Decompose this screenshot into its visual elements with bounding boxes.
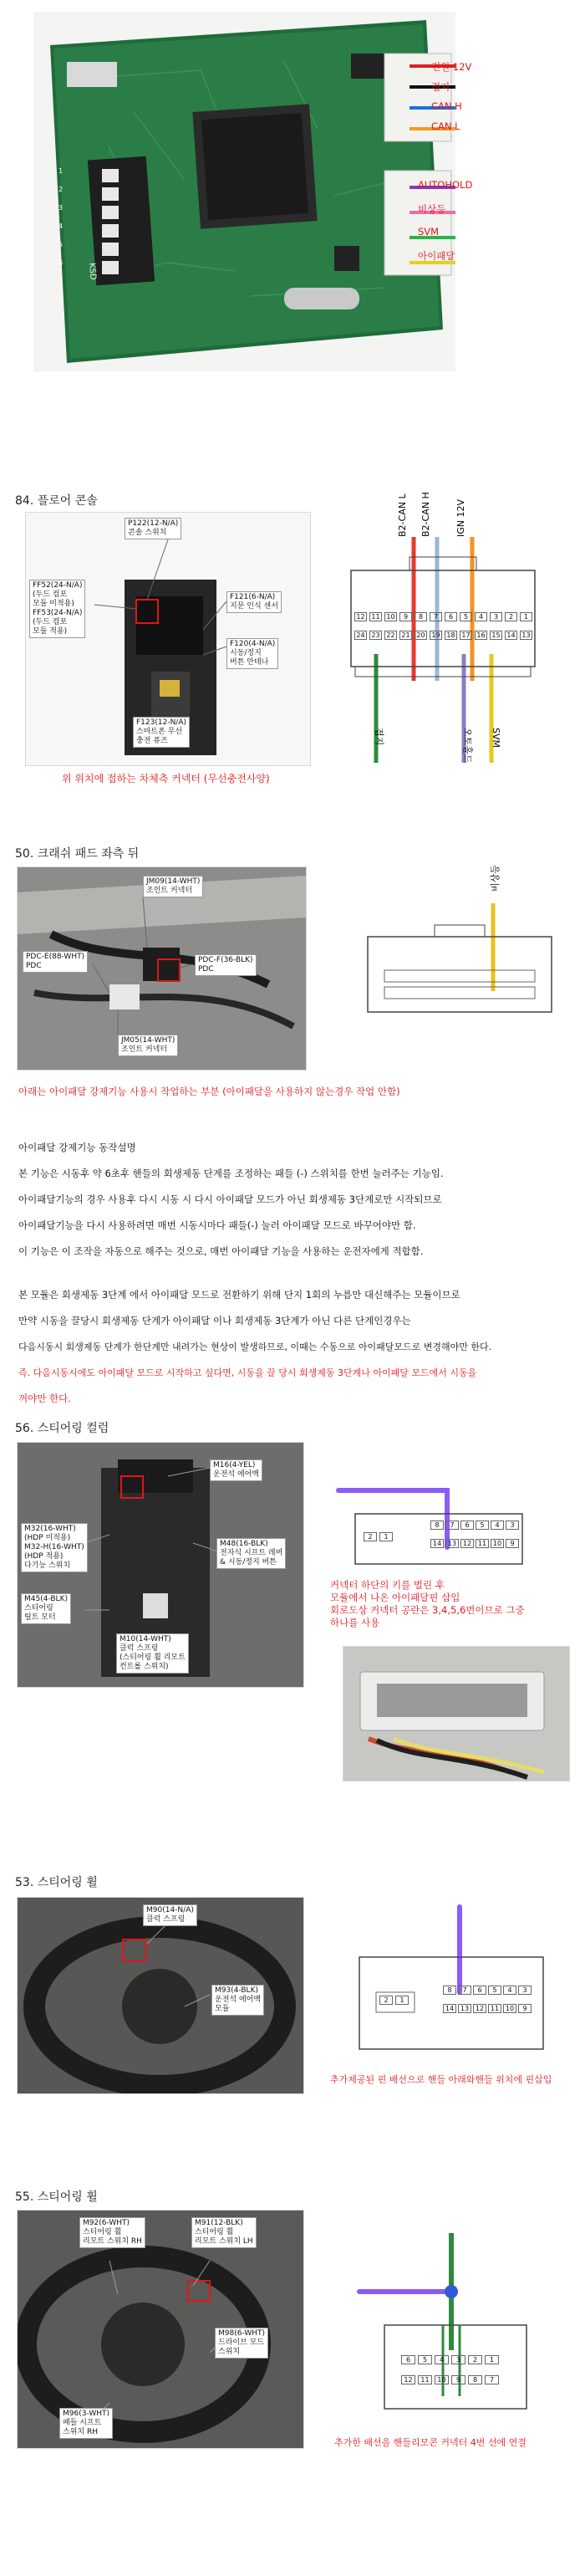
callout-jm05: JM05(14-WHT) 조인트 커넥터 [118, 1035, 178, 1056]
section-50-title: 50. 크래쉬 패드 좌측 뒤 [15, 847, 140, 861]
callout-f120: F120(4-N/A) 시동/정지 버튼 안테나 [226, 638, 278, 669]
callout-jm09: JM09(14-WHT) 조인트 커넥터 [143, 876, 203, 897]
section-53-caption: 추가제공된 핀 배선으로 핸들 아래와핸들 위치에 핀삽입 [330, 2074, 552, 2085]
pin-cell: 7 [430, 612, 442, 621]
dip-number: 2 [58, 186, 64, 193]
pin-cell: 10 [503, 2004, 516, 2013]
pin-cell: 1 [379, 1532, 393, 1541]
pin-label-autohold: AUTOHOLD [418, 179, 473, 191]
pin-cell: 2 [468, 2355, 482, 2364]
pin-cell: 8 [468, 2375, 482, 2384]
desc-warning-1: 즉. 다음시동시에도 아이패달 모드로 시작하고 싶다면, 시동을 끌 당시 회생제동 3단계나 아이패달 모드에서 시동을 [18, 1367, 477, 1378]
steering-column-photo [17, 1442, 304, 1688]
wire-label-svm: SVM [491, 728, 501, 748]
note-line: 회로도상 커넥터 공란은 3,4,5,6번이므로 그중 [330, 1604, 525, 1616]
pin-cell: 8 [415, 612, 427, 621]
dip-number: 3 [58, 204, 64, 212]
pin-cell: 21 [399, 631, 412, 640]
desc-heading: 아이패달 강제기능 동작설명 [18, 1142, 136, 1153]
pin-cell: 18 [445, 631, 457, 640]
pin-55-top [401, 2355, 499, 2364]
pin-cell: 24 [354, 631, 367, 640]
pin-cell: 5 [488, 1986, 501, 1995]
pin-cell: 14 [505, 631, 517, 640]
pin-cell: 9 [518, 2004, 532, 2013]
steering-wheel-photo-1 [17, 1897, 304, 2094]
pin-cell: 7 [445, 1521, 459, 1530]
steering-wheel-photo-2 [17, 2210, 304, 2449]
pin-cell: 4 [435, 2355, 449, 2364]
desc-line-2: 아이패달기능의 경우 사용후 다시 시동 시 다시 아이패달 모드가 아닌 회생제동 3단계로만 시작되므로 [18, 1193, 442, 1205]
pin-cell: 3 [518, 1986, 532, 1995]
pin-cell: 11 [369, 612, 382, 621]
desc2-line-1: 본 모듈은 회생제동 3단계 에서 아이패달 모드로 전환하기 위해 단지 1회의 누름만 대신해주는 모듈이므로 [18, 1289, 460, 1301]
desc-warning-2: 꺼야만 한다. [18, 1393, 71, 1404]
pin-cell: 9 [506, 1539, 519, 1548]
callout-m98: M98(6-WHT) 드라이브 모드 스위치 [215, 2328, 268, 2359]
pin-cell: 1 [520, 612, 532, 621]
pin-cell: 8 [443, 1986, 456, 1995]
connector-56-diagram [330, 1472, 539, 1572]
pin-cell: 12 [354, 612, 367, 621]
callout-m32: M32(16-WHT) (HDP 미적용) M32-H(16-WHT) (HDP 적용) 다기능 스위치 [21, 1523, 88, 1572]
wire-label-hazard: 비상등 [490, 865, 501, 892]
floor-console-photo [25, 512, 311, 766]
callout-m90: M90(14-N/A) 클럭 스프링 [143, 1904, 197, 1926]
callout-m92: M92(6-WHT) 스티어링 휠 리모트 스위치 RH [79, 2217, 145, 2248]
desc-line-1: 본 기능은 시동후 약 6초후 핸들의 회생제동 단계를 조정하는 패들 (-) 스위치를 한번 눌러주는 기능임. [18, 1168, 444, 1179]
pin-cell: 8 [430, 1521, 444, 1530]
dip-number: 1 [58, 167, 64, 175]
callout-pdc-e: PDC-E(88-WHT) PDC [23, 951, 88, 973]
note-line: 커넥터 하단의 키를 벌린 후 [330, 1579, 445, 1591]
callout-m45: M45(4-BLK) 스티어링 틸트 모터 [21, 1593, 71, 1624]
pin-cell: 1 [395, 1996, 409, 2005]
section-53-title: 53. 스티어링 휠 [15, 1876, 98, 1889]
pin-cell: 9 [451, 2375, 465, 2384]
pin-cell: 12 [473, 2004, 486, 2013]
connector-50-diagram [351, 845, 568, 1062]
pin-cell: 11 [476, 1539, 489, 1548]
pin-cell: 20 [415, 631, 427, 640]
pin-cell: 5 [460, 612, 472, 621]
connector-closeup-photo [343, 1646, 570, 1781]
callout-m91: M91(12-BLK) 스티어링 휠 리모트 스위치 LH [191, 2217, 257, 2248]
pin-53-bottom [443, 2004, 532, 2013]
wire-label-can-h: B2-CAN H [420, 492, 431, 537]
pin-cell: 7 [458, 1986, 471, 1995]
connector-50-graphic [351, 845, 568, 1062]
pin-cell: 22 [384, 631, 397, 640]
connector-55-diagram [343, 2225, 560, 2417]
pin-cell: 10 [491, 1539, 504, 1548]
wire-label-ign: IGN 12V [455, 498, 466, 537]
dip-number: 6 [58, 259, 64, 267]
pin-cell: 6 [401, 2355, 415, 2364]
crash-pad-photo [17, 866, 307, 1071]
pin-cell: 2 [379, 1996, 393, 2005]
pin-cell: 12 [401, 2375, 415, 2384]
pin-label-can-h: CAN H [431, 100, 462, 112]
callout-ff52: FF52(24-N/A) (두드 컴포 모듈 미적용) FF53(24-N/A) (두드 컴포 모듈 적용) [29, 580, 85, 638]
pin-label-hazard: 비상등 [418, 203, 446, 215]
pin-label-svm: SVM [418, 226, 440, 238]
pin-cell: 13 [520, 631, 532, 640]
dip-switch-numbers [58, 167, 75, 309]
connector-53-diagram [343, 1899, 560, 2057]
section-50-caption: 아래는 아이패달 강제기능 사용시 작업하는 부분 (아이패달을 사용하지 않는경우 작업 안함) [18, 1086, 400, 1097]
pcb-photo [33, 12, 473, 371]
dip-number: 4 [58, 222, 64, 230]
connector-84-row1 [354, 612, 532, 621]
pin-label-ipedal: 아이패달 [418, 250, 455, 262]
desc2-line-2: 만약 시동을 끌당시 회생제동 단계가 아이패달 이나 회생제동 3단계가 아닌 다른 단계인경우는 [18, 1315, 411, 1326]
pin-53-left [379, 1996, 409, 2005]
pin-cell: 11 [488, 2004, 501, 2013]
note-line: 하나를 사용 [330, 1617, 380, 1628]
section-56-title: 56. 스티어링 컬럼 [15, 1422, 109, 1435]
desc2-line-3: 다음시동시 회생제동 단계가 한단계만 내려가는 현상이 발생하므로, 이때는 수동으로 아이패달모드로 변경해야만 한다. [18, 1342, 492, 1352]
pin-cell: 4 [503, 1986, 516, 1995]
callout-m16: M16(4-YEL) 운전석 에어백 [210, 1459, 262, 1481]
pin-cell: 6 [445, 612, 457, 621]
pin-cell: 5 [418, 2355, 432, 2364]
pin-label-can-l: CAN L [431, 120, 460, 132]
pin-cell: 10 [435, 2375, 449, 2384]
callout-f121: F121(6-N/A) 지문 인식 센서 [226, 591, 282, 613]
desc-line-3: 아이패달기능을 다시 사용하려면 매번 시동시마다 패들(-) 눌러 아이패달 모드로 바꾸어야만 함. [18, 1219, 416, 1231]
callout-m93: M93(4-BLK) 운전석 에어백 모듈 [211, 1985, 264, 2016]
pin-55-bottom [401, 2375, 499, 2384]
pin-cell: 16 [475, 631, 487, 640]
pin-cell: 12 [460, 1539, 474, 1548]
connector-84-row2 [354, 631, 532, 640]
pin-56-bottom [430, 1539, 519, 1548]
connector-55-graphic [343, 2225, 560, 2417]
callout-m10: M10(14-WHT) 클럭 스프링 (스티어링 휠 리모트 컨트롤 스위치) [116, 1633, 189, 1674]
pin-cell: 11 [418, 2375, 432, 2384]
pin-cell: 15 [490, 631, 502, 640]
section-55-title: 55. 스티어링 휠 [15, 2190, 98, 2204]
pin-cell: 17 [460, 631, 472, 640]
pin-cell: 14 [430, 1539, 444, 1548]
pin-cell: 19 [430, 631, 442, 640]
pin-cell: 13 [458, 2004, 471, 2013]
callout-m96: M96(3-WHT) 패들 시프트 스위치 RH [59, 2408, 113, 2439]
pin-cell: 13 [445, 1539, 459, 1548]
pin-cell: 4 [475, 612, 487, 621]
pin-cell: 5 [476, 1521, 489, 1530]
dip-number: 5 [58, 241, 64, 248]
pin-label-ground: 접지 [431, 81, 450, 93]
pin-cell: 3 [506, 1521, 519, 1530]
pin-cell: 2 [364, 1532, 377, 1541]
desc-line-4: 이 기능은 이 조작을 자동으로 해주는 것으로, 매번 아이패달 기능을 사용하는 운전자에게 적합함. [18, 1245, 424, 1257]
connector-closeup-graphic [343, 1647, 569, 1781]
pin-cell: 3 [490, 612, 502, 621]
pin-53-top [443, 1986, 532, 1995]
section-84-title: 84. 플로어 콘솔 [15, 494, 98, 508]
callout-p122: P122(12-N/A) 콘솔 스위치 [125, 518, 181, 539]
wire-label-autohold: 오토홀드 [462, 728, 473, 764]
pin-cell: 6 [473, 1986, 486, 1995]
connector-53-graphic [343, 1899, 560, 2057]
wire-label-ground: 접지 [374, 728, 384, 746]
pin-cell: 23 [369, 631, 382, 640]
pin-cell: 4 [491, 1521, 504, 1530]
connector-84-diagram [334, 487, 552, 788]
section-56-note [330, 1579, 525, 1629]
pin-cell: 14 [443, 2004, 456, 2013]
callout-f123: F123(12-N/A) 스마트폰 무선 충전 퓨즈 [133, 717, 190, 748]
pin-cell: 1 [485, 2355, 499, 2364]
pcb-board-graphic [33, 12, 455, 371]
pin-cell: 9 [399, 612, 412, 621]
pcb-chip-label: KSD [87, 262, 98, 281]
pin-cell: 10 [384, 612, 397, 621]
pin-cell: 7 [485, 2375, 499, 2384]
section-55-caption: 추가한 배선을 핸들리모콘 커넥터 4번 선에 연결 [334, 2437, 526, 2448]
pin-56-left [364, 1532, 393, 1541]
wire-label-can-l: B2-CAN L [397, 493, 408, 537]
pin-label-power: 전원 12V [431, 61, 472, 73]
pin-cell: 3 [451, 2355, 465, 2364]
callout-m48: M48(16-BLK) 전자식 시프트 레버 & 시동/정지 버튼 [216, 1538, 286, 1569]
note-line: 모듈에서 나온 아이패달핀 삽입 [330, 1592, 460, 1603]
pin-56-top [430, 1521, 519, 1530]
section-84-caption: 위 위치에 접하는 차체측 커넥터 (무선충전사양) [62, 773, 270, 785]
callout-pdc-f: PDC-F(36-BLK) PDC [195, 954, 257, 976]
pin-cell: 6 [460, 1521, 474, 1530]
pin-cell: 2 [505, 612, 517, 621]
